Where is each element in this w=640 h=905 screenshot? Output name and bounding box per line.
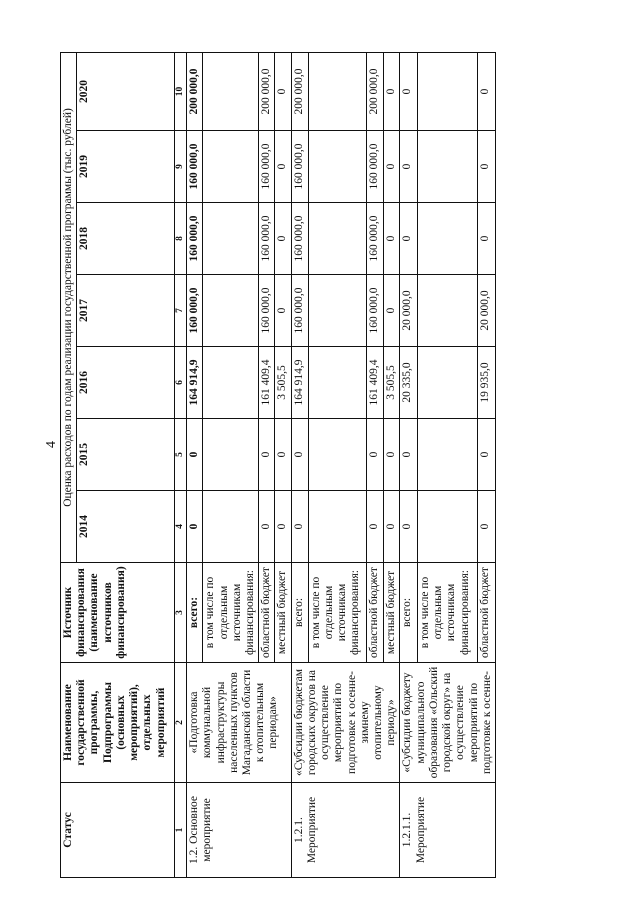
row-value-2014	[308, 491, 366, 563]
row-value-2014: 0	[366, 491, 383, 563]
row-value-2019: 160 000,0	[366, 131, 383, 203]
header-name: Наименование государственной программы, Подпрограммы (основных мероприятий), отдельных мероприятий	[61, 663, 175, 783]
row-value-2016	[417, 347, 477, 419]
row-status: 1.2. Основное мероприятие	[187, 783, 292, 878]
row-program-name: «Субсидии бюджетам городских округов на осуществление мероприятий по подготовке к осенне-зимнему отопительному периоду»	[291, 663, 400, 783]
row-funding-source: в том числе по отдельным источникам финансирования:	[308, 563, 366, 663]
row-value-2019: 160 000,0	[259, 131, 275, 203]
row-value-2017: 160 000,0	[259, 275, 275, 347]
row-funding-source: областной бюджет	[478, 563, 496, 663]
row-funding-source: местный бюджет	[383, 563, 400, 663]
row-funding-source: областной бюджет	[366, 563, 383, 663]
row-value-2017	[308, 275, 366, 347]
row-value-2017	[417, 275, 477, 347]
row-funding-source: в том числе по отдельным источникам финансирования:	[417, 563, 477, 663]
row-value-2014: 0	[383, 491, 400, 563]
header-year: 2016	[77, 347, 175, 419]
row-value-2014: 0	[259, 491, 275, 563]
row-program-name: «Субсидии бюджету муниципального образования «Ольский городской округ» на осуществление мероприятий по подготовке к осенне-	[400, 663, 496, 783]
row-program-name: «Подготовка коммунальной инфраструктуры населенных пунктов Магаданской области к отопительным периодам»	[187, 663, 292, 783]
row-funding-source: всего:	[187, 563, 203, 663]
column-number: 1	[175, 783, 187, 878]
row-value-2018: 0	[400, 203, 418, 275]
row-funding-source: всего:	[400, 563, 418, 663]
header-year: 2020	[77, 52, 175, 130]
row-value-2016: 164 914,9	[291, 347, 308, 419]
row-value-2014	[417, 491, 477, 563]
table-row	[187, 52, 203, 877]
row-value-2015	[308, 419, 366, 491]
row-funding-source: областной бюджет	[259, 563, 275, 663]
rotated-table-container	[60, 18, 630, 878]
row-value-2014: 0	[275, 491, 291, 563]
row-value-2016	[308, 347, 366, 419]
row-value-2020: 200 000,0	[259, 52, 275, 130]
row-value-2016: 19 935,0	[478, 347, 496, 419]
row-value-2020: 200 000,0	[366, 52, 383, 130]
row-funding-source: местный бюджет	[275, 563, 291, 663]
row-value-2014: 0	[291, 491, 308, 563]
row-value-2020: 0	[275, 52, 291, 130]
row-value-2014: 0	[400, 491, 418, 563]
row-value-2018: 0	[275, 203, 291, 275]
row-value-2015: 0	[291, 419, 308, 491]
row-value-2015	[417, 419, 477, 491]
budget-table	[60, 52, 496, 878]
column-number: 7	[175, 275, 187, 347]
row-value-2016: 20 335,0	[400, 347, 418, 419]
column-number: 2	[175, 663, 187, 783]
column-number: 5	[175, 419, 187, 491]
row-value-2017: 20 000,0	[478, 275, 496, 347]
row-value-2018: 0	[478, 203, 496, 275]
row-value-2018: 160 000,0	[259, 203, 275, 275]
row-value-2015: 0	[366, 419, 383, 491]
row-value-2018	[308, 203, 366, 275]
column-number: 6	[175, 347, 187, 419]
row-value-2020: 0	[383, 52, 400, 130]
row-value-2019	[417, 131, 477, 203]
column-number: 9	[175, 131, 187, 203]
row-value-2017: 20 000,0	[400, 275, 418, 347]
column-number: 8	[175, 203, 187, 275]
table-row	[291, 52, 308, 877]
row-value-2016: 3 505,5	[275, 347, 291, 419]
row-value-2018	[203, 203, 259, 275]
row-value-2020	[417, 52, 477, 130]
row-value-2017: 160 000,0	[187, 275, 203, 347]
row-value-2018: 160 000,0	[187, 203, 203, 275]
row-value-2015: 0	[275, 419, 291, 491]
row-value-2018: 160 000,0	[291, 203, 308, 275]
row-value-2020: 200 000,0	[291, 52, 308, 130]
row-value-2020: 0	[478, 52, 496, 130]
row-value-2018: 160 000,0	[366, 203, 383, 275]
row-value-2015: 0	[187, 419, 203, 491]
header-estimate: Оценка расходов по годам реализации государственной программы (тыс. рублей)	[61, 52, 77, 562]
row-value-2017: 0	[275, 275, 291, 347]
row-value-2019: 0	[383, 131, 400, 203]
row-value-2019	[203, 131, 259, 203]
row-value-2020: 0	[400, 52, 418, 130]
row-funding-source: всего:	[291, 563, 308, 663]
row-value-2017	[203, 275, 259, 347]
row-value-2015: 0	[383, 419, 400, 491]
column-number: 3	[175, 563, 187, 663]
row-value-2014: 0	[187, 491, 203, 563]
row-value-2020	[308, 52, 366, 130]
row-value-2019: 0	[275, 131, 291, 203]
row-value-2015	[203, 419, 259, 491]
row-status: 1.2.1.1. Мероприятие	[400, 783, 496, 878]
row-value-2015: 0	[400, 419, 418, 491]
row-funding-source: в том числе по отдельным источникам финансирования:	[203, 563, 259, 663]
header-year: 2019	[77, 131, 175, 203]
row-value-2016: 3 505,5	[383, 347, 400, 419]
page-number: 4	[44, 441, 59, 448]
header-year: 2014	[77, 491, 175, 563]
row-value-2018: 0	[383, 203, 400, 275]
row-value-2019	[308, 131, 366, 203]
row-value-2014	[203, 491, 259, 563]
row-value-2015: 0	[478, 419, 496, 491]
row-value-2020: 200 000,0	[187, 52, 203, 130]
column-number: 4	[175, 491, 187, 563]
row-value-2017: 160 000,0	[291, 275, 308, 347]
row-value-2016: 161 409,4	[366, 347, 383, 419]
row-value-2017: 0	[383, 275, 400, 347]
row-value-2015: 0	[259, 419, 275, 491]
header-year: 2018	[77, 203, 175, 275]
row-status: 1.2.1. Мероприятие	[291, 783, 400, 878]
row-value-2019: 0	[400, 131, 418, 203]
row-value-2019: 160 000,0	[187, 131, 203, 203]
row-value-2019: 160 000,0	[291, 131, 308, 203]
row-value-2019: 0	[478, 131, 496, 203]
row-value-2014: 0	[478, 491, 496, 563]
header-source: Источник финансирования (наименование источников финансирования)	[61, 563, 175, 663]
row-value-2016: 164 914,9	[187, 347, 203, 419]
row-value-2018	[417, 203, 477, 275]
row-value-2016	[203, 347, 259, 419]
header-year: 2017	[77, 275, 175, 347]
row-value-2017: 160 000,0	[366, 275, 383, 347]
row-value-2016: 161 409,4	[259, 347, 275, 419]
row-value-2020	[203, 52, 259, 130]
column-number: 10	[175, 52, 187, 130]
table-row	[400, 52, 418, 877]
header-status: Статус	[61, 783, 175, 878]
header-year: 2015	[77, 419, 175, 491]
table-body	[187, 52, 496, 877]
